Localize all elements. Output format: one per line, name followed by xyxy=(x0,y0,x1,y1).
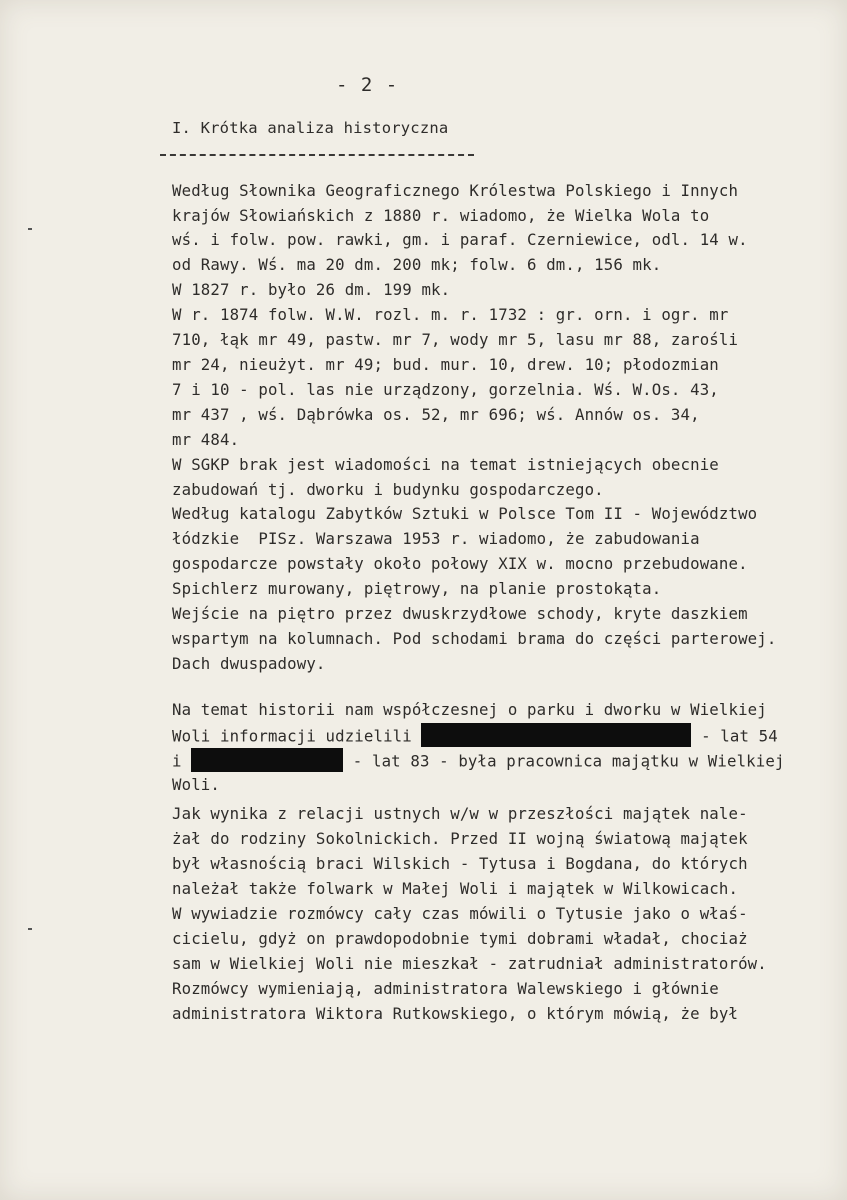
text-line: Woli. xyxy=(172,775,220,794)
text-line: sam w Wielkiej Woli nie mieszkał - zatrudniał administratorów. xyxy=(172,954,767,973)
text-line: gospodarcze powstały około połowy XIX w. mocno przebudowane. xyxy=(172,554,748,573)
scan-mark xyxy=(28,228,32,230)
text-line: należał także folwark w Małej Woli i majątek w Wilkowicach. xyxy=(172,879,739,898)
text-segment: - lat 54 xyxy=(691,726,778,746)
text-line: W 1827 r. było 26 dm. 199 mk. xyxy=(172,280,451,299)
text-segment: i xyxy=(172,751,192,771)
text-line: W SGKP brak jest wiadomości na temat istniejących obecnie xyxy=(172,455,719,474)
text-line-redacted xyxy=(172,725,778,749)
section-heading: I. Krótka analiza historyczna xyxy=(172,119,449,137)
text-line: Według Słownika Geograficznego Królestwa Polskiego i Innych xyxy=(172,181,739,200)
redaction-block xyxy=(421,723,691,747)
text-line: od Rawy. Wś. ma 20 dm. 200 mk; folw. 6 dm., 156 mk. xyxy=(172,255,662,274)
text-line-redacted xyxy=(172,750,785,774)
text-line: 7 i 10 - pol. las nie urządzony, gorzelnia. Wś. W.Os. 43, xyxy=(172,380,719,399)
text-line: mr 24, nieużyt. mr 49; bud. mur. 10, drew. 10; płodozmian xyxy=(172,355,719,374)
text-line: W wywiadzie rozmówcy cały czas mówili o Tytusie jako o właś- xyxy=(172,904,748,923)
redaction-block xyxy=(191,748,343,772)
text-line: Jak wynika z relacji ustnych w/w w przeszłości majątek nale- xyxy=(172,804,748,823)
text-line: Wejście na piętro przez dwuskrzydłowe schody, kryte daszkiem xyxy=(172,604,748,623)
scan-mark xyxy=(28,928,32,930)
text-line: Według katalogu Zabytków Sztuki w Polsce Tom II - Województwo xyxy=(172,504,758,523)
text-line: administratora Wiktora Rutkowskiego, o którym mówią, że był xyxy=(172,1004,739,1023)
text-line: mr 484. xyxy=(172,430,240,449)
text-line: był własnością braci Wilskich - Tytusa i Bogdana, do których xyxy=(172,854,748,873)
text-line: zabudowań tj. dworku i budynku gospodarczego. xyxy=(172,480,604,499)
text-line: mr 437 , wś. Dąbrówka os. 52, mr 696; wś. Annów os. 34, xyxy=(172,405,700,424)
text-line: wś. i folw. pow. rawki, gm. i paraf. Czerniewice, odl. 14 w. xyxy=(172,230,748,249)
text-line: krajów Słowiańskich z 1880 r. wiadomo, że Wielka Wola to xyxy=(172,206,710,225)
text-line: Rozmówcy wymieniają, administratora Walewskiego i głównie xyxy=(172,979,719,998)
text-line: Na temat historii nam współczesnej o parku i dworku w Wielkiej xyxy=(172,700,767,719)
text-line: żał do rodziny Sokolnickich. Przed II wojną światową majątek xyxy=(172,829,748,848)
text-line: wspartym na kolumnach. Pod schodami brama do części parterowej. xyxy=(172,629,777,648)
text-line: cicielu, gdyż on prawdopodobnie tymi dobrami władał, chociaż xyxy=(172,929,748,948)
text-segment: - lat 83 - była pracownica majątku w Wielkiej xyxy=(343,751,785,771)
text-line: 710, łąk mr 49, pastw. mr 7, wody mr 5, lasu mr 88, zarośli xyxy=(172,330,739,349)
text-line: łódzkie PISz. Warszawa 1953 r. wiadomo, że zabudowania xyxy=(172,529,700,548)
heading-underline xyxy=(160,154,474,156)
text-segment: Woli informacji udzielili xyxy=(172,726,422,746)
text-line: W r. 1874 folw. W.W. rozl. m. r. 1732 : gr. orn. i ogr. mr xyxy=(172,305,729,324)
text-line: Spichlerz murowany, piętrowy, na planie prostokąta. xyxy=(172,579,662,598)
text-line: Dach dwuspadowy. xyxy=(172,654,326,673)
page-number: - 2 - xyxy=(336,74,399,96)
